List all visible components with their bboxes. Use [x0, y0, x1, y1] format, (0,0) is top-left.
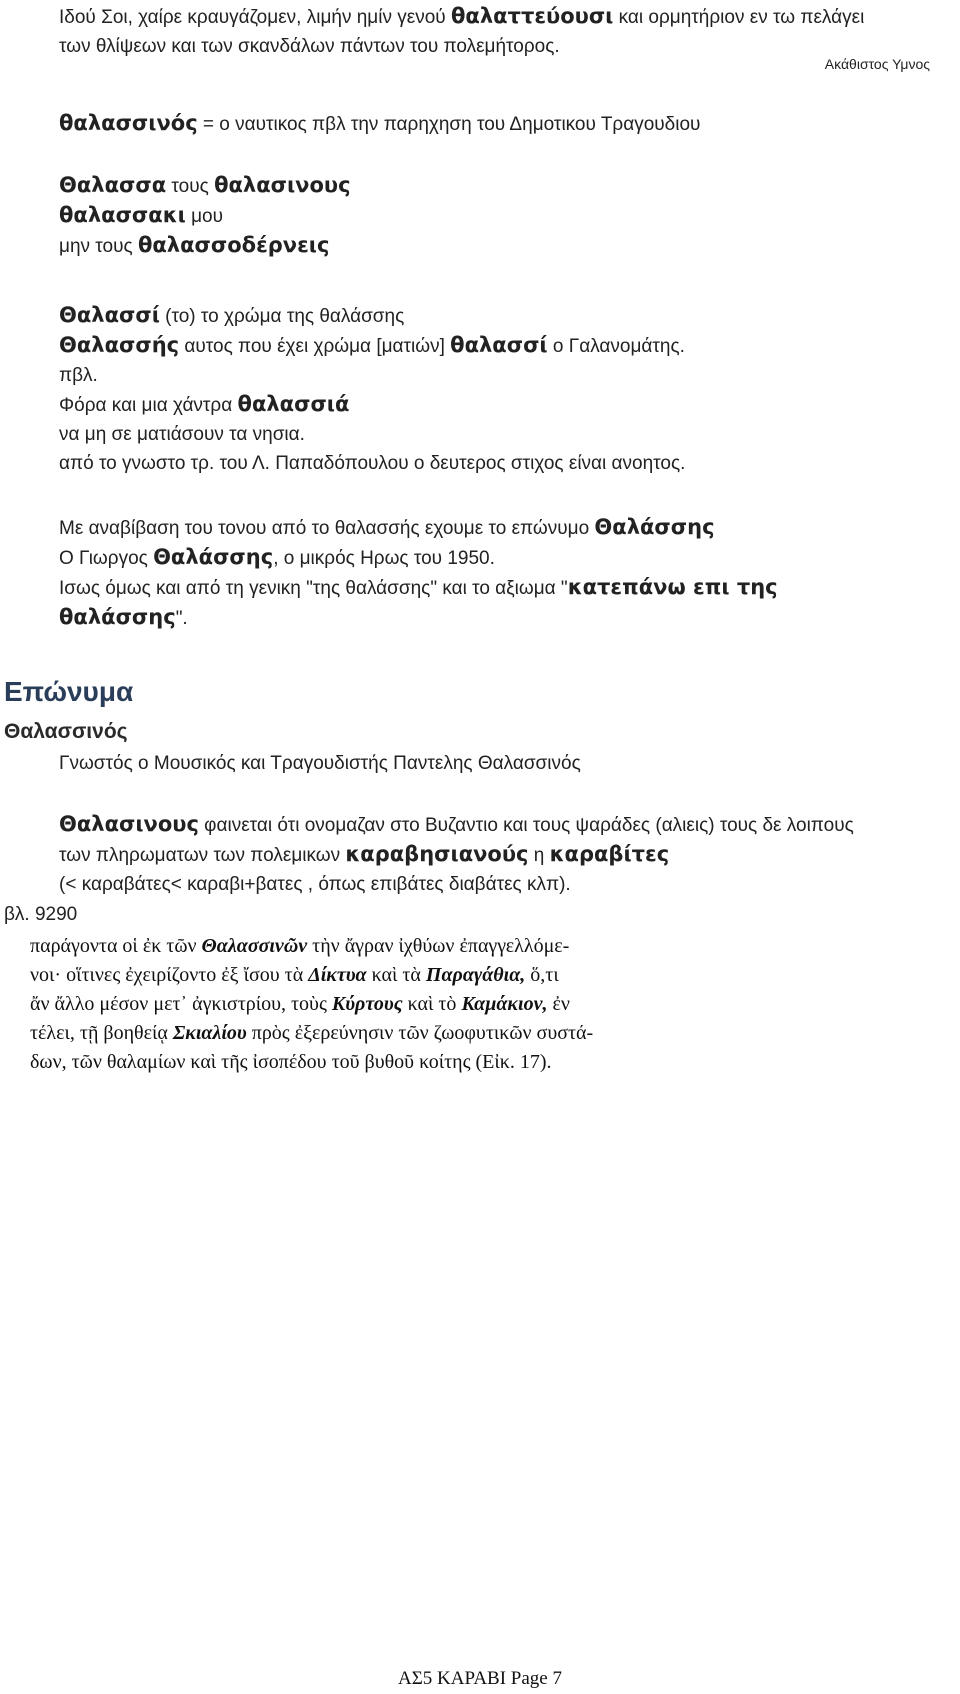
scanned-excerpt — [30, 932, 593, 1077]
text: καὶ τὸ — [402, 993, 462, 1015]
keyword: Θαλασσινῶν — [201, 935, 308, 957]
scan-line-3 — [30, 990, 593, 1019]
def3-line-1 — [59, 513, 778, 543]
text: , ο μικρός Ηρως του 1950. — [273, 548, 495, 569]
text: καὶ τὰ — [366, 964, 426, 986]
keyword: Δίκτυα — [308, 964, 367, 986]
text: τέλει, τῇ βοηθείᾳ — [30, 1022, 173, 1044]
def3-line-2 — [59, 543, 778, 573]
text: ὅ,τι — [525, 964, 559, 986]
text: τὴν ἄγραν ἰχθύων ἐπαγγελλόμε- — [307, 935, 570, 957]
def2-line-3: πβλ. — [59, 365, 98, 386]
intro-quote — [59, 2, 864, 61]
keyword: Σκιαλίου — [172, 1022, 247, 1044]
text: μου — [185, 206, 223, 227]
scan-line-5: δων, τῶν θαλαμίων καὶ τῆς ἰσοπέδου τοῦ βυθοῦ κοίτης (Εἰκ. 17). — [30, 1051, 552, 1073]
section-subheading-thalassinos: Θαλασσινός — [4, 720, 128, 743]
definition-thalassis — [59, 513, 778, 633]
keyword: κατεπάνω επι της — [567, 575, 778, 599]
scan-line-2 — [30, 961, 593, 990]
keyword: καραβίτες — [549, 842, 670, 866]
intro-line-2: των θλίψεων και των σκανδάλων πάντων του πολεμήτορος. — [59, 36, 560, 57]
text: Ισως όμως και από τη γενικη "της θαλάσσης" και το αξιωμα " — [59, 578, 568, 599]
text: μην τους — [59, 236, 138, 257]
text: (το) το χρώμα της θαλάσσης — [159, 306, 405, 327]
song-line-1 — [59, 171, 351, 201]
text: των πληρωματων των πολεμικων — [59, 845, 346, 866]
keyword: Παραγάθια, — [425, 964, 526, 986]
song-verses — [59, 171, 351, 261]
reference-number: βλ. 9290 — [4, 904, 78, 925]
text: και ορμητήριον εν τω πελάγει — [613, 7, 865, 28]
keyword: θαλασσοδέρνεις — [137, 233, 330, 257]
keyword: θαλασινους — [214, 173, 351, 197]
keyword: Θαλασινους — [59, 812, 199, 836]
def3-line-3 — [59, 573, 778, 603]
keyword: Θαλασσί — [59, 303, 160, 327]
page-footer: ΑΣ5 ΚΑΡΑΒΙ Page 7 — [398, 1668, 562, 1689]
keyword: θαλασσακι — [59, 203, 186, 227]
keyword: Θαλάσσης — [594, 515, 715, 539]
text: τους — [166, 176, 215, 197]
text: Φόρα και μια χάντρα — [59, 395, 238, 416]
text: παράγοντα οἱ ἐκ τῶν — [30, 935, 202, 957]
byz-line-2 — [59, 840, 854, 870]
surname-description: Γνωστός ο Μουσικός και Τραγουδιστής Παντελης Θαλασσινός — [59, 753, 581, 774]
keyword: θαλασσιά — [237, 392, 350, 416]
text: αυτος που έχει χρώμα [ματιών] — [179, 336, 451, 357]
byz-line-1 — [59, 810, 854, 840]
text: πρὸς ἐξερεύνησιν τῶν ζωοφυτικῶν συστά- — [246, 1022, 594, 1044]
keyword: θαλαττεύουσι — [450, 4, 614, 28]
text: ἐν — [547, 993, 570, 1015]
keyword: θαλάσσης — [59, 605, 176, 629]
scan-line-1 — [30, 932, 593, 961]
text: ". — [175, 608, 188, 629]
text: = ο ναυτικος πβλ την παρηχηση του Δημοτικου Τραγουδιου — [197, 114, 701, 135]
def2-line-6: από το γνωστο τρ. του Λ. Παπαδόπουλου ο δευτερος στιχος είναι ανοητος. — [59, 453, 686, 474]
text: φαινεται ότι ονομαζαν στο Βυζαντιο και τους ψαράδες (αλιεις) τους δε λοιπους — [198, 815, 854, 836]
keyword: θαλασσί — [450, 333, 548, 357]
def2-line-5: να μη σε ματιάσουν τα νησια. — [59, 424, 305, 445]
text: η — [528, 845, 550, 866]
song-line-2 — [59, 201, 351, 231]
keyword: Καμάκιον, — [461, 993, 548, 1015]
keyword: καραβησιανούς — [345, 842, 529, 866]
text: ο Γαλανομάτης. — [547, 336, 685, 357]
byzantine-paragraph — [59, 810, 854, 899]
keyword: Κύρτους — [331, 993, 403, 1015]
def2-line-1 — [59, 301, 685, 331]
def2-line-2 — [59, 331, 685, 361]
text: Ιδού Σοι, χαίρε κραυγάζομεν, λιμήν ημίν γενού — [59, 7, 451, 28]
scan-line-4 — [30, 1019, 593, 1048]
byz-line-3: (< καραβάτες< καραβι+βατες , όπως επιβάτες διαβάτες κλπ). — [59, 874, 571, 895]
keyword: Θαλασσα — [59, 173, 167, 197]
song-line-3 — [59, 231, 351, 261]
def3-line-4 — [59, 603, 778, 633]
text: Ο Γιωργος — [59, 548, 154, 569]
intro-line-1 — [59, 2, 864, 32]
section-heading-surnames: Επώνυμα — [4, 676, 134, 707]
def2-line-4 — [59, 390, 685, 420]
text: νοι· οἵτινες ἐχειρίζοντο ἐξ ἴσου τὰ — [30, 964, 309, 986]
keyword: θαλασσινός — [59, 111, 198, 135]
text: ἄν ἄλλο μέσον μετ᾽ ἀγκιστρίου, τοὺς — [30, 993, 332, 1015]
keyword: Θαλάσσης — [153, 545, 274, 569]
intro-source: Ακάθιστος Υμνος — [824, 56, 930, 72]
definition-thalassinos — [59, 109, 700, 139]
text: Με αναβίβαση του τονου από το θαλασσής εχουμε το επώνυμο — [59, 518, 595, 539]
definition-thalassi — [59, 301, 685, 478]
keyword: Θαλασσής — [59, 333, 180, 357]
